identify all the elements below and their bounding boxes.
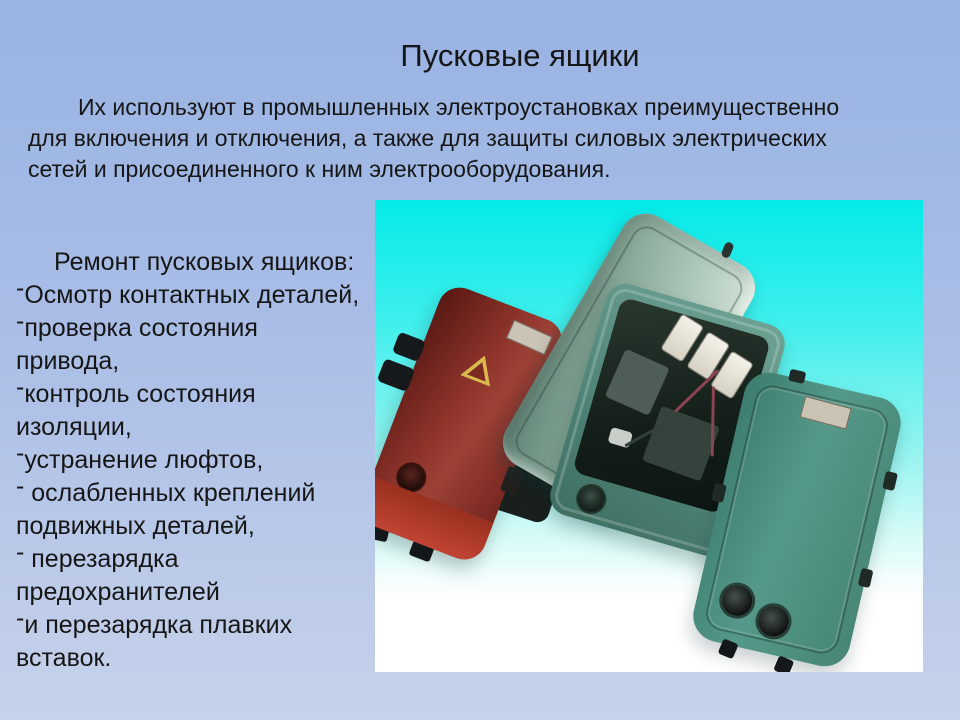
list-bullet: -	[16, 373, 25, 401]
list-line	[16, 604, 378, 642]
intro-line: сетей и присоединенного к ним электрооборудования.	[28, 156, 611, 182]
latch-clip	[882, 471, 898, 491]
list-line	[16, 439, 378, 477]
intro-line: для включения и отключения, а также для защиты силовых электрических	[28, 125, 827, 151]
list-line-text: ослабленных креплений	[24, 479, 316, 507]
list-line	[16, 510, 378, 543]
open-box-emblem	[573, 480, 610, 517]
slide-title: Пусковые ящики	[400, 38, 640, 73]
list-line-text: Ремонт пусковых ящиков:	[54, 248, 355, 276]
list-line	[16, 411, 378, 444]
list-line-text: контроль состояния	[24, 380, 256, 408]
list-line	[16, 345, 378, 378]
repair-list	[16, 246, 378, 675]
list-bullet: -	[16, 538, 25, 566]
list-line	[16, 274, 378, 312]
list-bullet: -	[16, 307, 25, 335]
list-bullet: -	[16, 274, 25, 302]
contactor-block	[605, 349, 670, 416]
box-label-plate	[506, 320, 553, 355]
list-line-text: подвижных деталей,	[16, 512, 255, 540]
latch-clip	[788, 369, 806, 384]
list-heading	[16, 246, 378, 279]
list-line-text: устранение люфтов,	[24, 446, 264, 474]
list-line-text: привода,	[16, 347, 120, 375]
cable-gland	[392, 332, 426, 363]
list-line-text: изоляции,	[16, 413, 132, 441]
list-line-text: проверка состояния	[24, 314, 258, 342]
box-foot	[718, 638, 739, 659]
list-line	[16, 472, 378, 510]
list-line-text: и перезарядка плавких	[24, 611, 293, 639]
box-foot	[408, 540, 434, 563]
intro-paragraph	[28, 92, 932, 185]
cable-gland	[377, 358, 415, 392]
intro-line: Их используют в промышленных электроустановках преимущественно	[78, 94, 840, 120]
list-bullet: -	[16, 604, 25, 632]
list-line	[16, 373, 378, 411]
contactor-block	[642, 406, 720, 482]
list-line-text: Осмотр контактных деталей,	[24, 281, 360, 309]
list-line-text: предохранителей	[16, 578, 220, 606]
list-line	[16, 538, 378, 576]
starter-boxes-photo	[375, 200, 923, 672]
list-bullet: -	[16, 439, 25, 467]
list-line	[16, 642, 378, 675]
warning-triangle-icon	[460, 350, 500, 387]
list-line	[16, 307, 378, 345]
list-line-text: вставок.	[16, 644, 112, 672]
latch-clip	[858, 568, 874, 588]
latch-clip	[711, 483, 727, 503]
wire	[711, 387, 715, 457]
box-foot	[375, 522, 390, 542]
red-box-emblem	[392, 458, 431, 497]
lid-hinge-pin	[720, 241, 734, 259]
list-line-text: перезарядка	[24, 545, 179, 573]
box-foot	[773, 655, 794, 672]
list-line	[16, 576, 378, 609]
list-bullet: -	[16, 472, 25, 500]
